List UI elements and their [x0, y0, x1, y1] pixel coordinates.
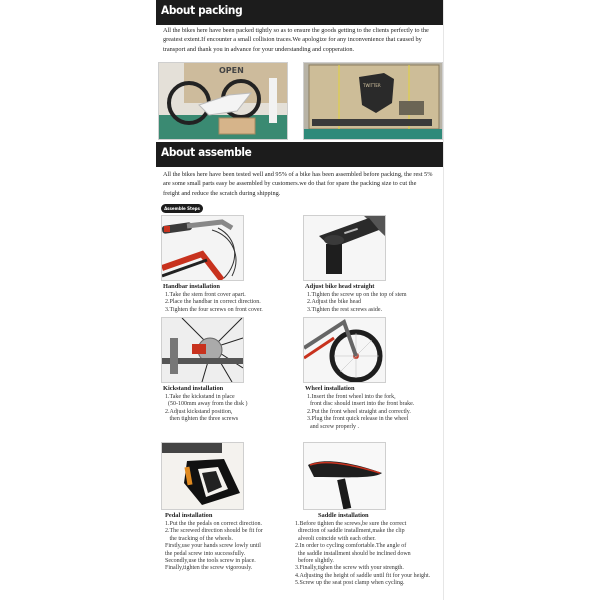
- bike-box-image: [304, 63, 442, 139]
- assemble-steps-badge: Assemble Steps: [161, 204, 203, 213]
- saddle-step-instructions: 1.Before tighten the screws,be sure the correct direction of saddle installment,make the clip alveoli coincide with each other. 2.In order to cycling comfortable.The angle of the saddle installment should be inclined down before slightly. 3.Finally,tighen the screw with your strength. 4.Adjusting the height of saddle until fit for your height. 5.Screw up the seat post clamp when cycling.: [295, 521, 431, 587]
- bike-head-step-instructions: 1.Tighten the screw up on the top of stem 2.Adjust the bike head 3.Tighten the rest screws aside.: [307, 292, 407, 313]
- open-label: OPEN: [219, 66, 244, 75]
- bike-head-step-title: Adjust bike head straight: [305, 283, 375, 290]
- kickstand-step-image: [161, 317, 244, 383]
- pedal-step-instructions: 1.Put the the pedals on correct direction. 2.The screwed direction should be fit for the tracking of the wheels. Firstly,use your hands screw lowly until the pedal screw into successfully. Secondly,use the tools screw in place. Finally,tighten the screw vigorously.: [165, 521, 263, 572]
- handbar-step-image: [161, 215, 244, 281]
- kickstand-step-title: Kickstand installation: [163, 385, 224, 392]
- wheel-step-instructions: 1.Insert the front wheel into the fork, front disc should insert into the front brake. 2.Put the front wheel straight and correctly. 3.Plug the front quick release in the wheel and screw properly .: [307, 394, 415, 430]
- packing-photo-box: [303, 62, 443, 140]
- pedal-step-image: [161, 442, 244, 510]
- assemble-text: All the bikes here have been tested well and 95% of a bike has been assembled before packing, the rest 5% are some small parts easy be assembled by customers.we do that for spare the packing size to cut the freight and reduce the scratch during shipping.: [163, 171, 433, 197]
- twitter-logo-label: TWITTER: [363, 83, 381, 88]
- handbar-step-instructions: 1.Take the stem front cover apart. 2.Place the handbar in correct direction. 3.Tighten the four screws on front cover.: [165, 292, 263, 313]
- packing-title: About packing: [161, 3, 243, 17]
- kickstand-step-instructions: 1.Take the kickstand in place (50-100mm away from the disk ) 2.Adjust kickstand position, then tighten the three screws: [165, 394, 248, 423]
- assemble-header: [156, 142, 443, 167]
- assemble-title: About assemble: [161, 145, 252, 159]
- handbar-step-title: Handbar installation: [163, 283, 220, 290]
- saddle-step-image: [303, 442, 386, 510]
- packing-header: [156, 0, 443, 25]
- bike-head-step-image: [303, 215, 386, 281]
- packing-text: All the bikes here have been packed tightly so as to ensure the goods getting to the clients perfectly to the greatest extent.If encounter a small collision traces.We apologize for any inconvenience that caused by transport and thank you in advance for your understanding and copperation.: [163, 27, 429, 53]
- wheel-step-image: [303, 317, 386, 383]
- packed-bike-image: [159, 63, 287, 139]
- wheel-step-title: Wheel installation: [305, 385, 355, 392]
- product-description-panel: [156, 0, 444, 600]
- packing-photo-bike: [158, 62, 288, 140]
- pedal-step-title: Pedal installation: [165, 512, 213, 519]
- saddle-step-title: Saddle installation: [318, 512, 369, 519]
